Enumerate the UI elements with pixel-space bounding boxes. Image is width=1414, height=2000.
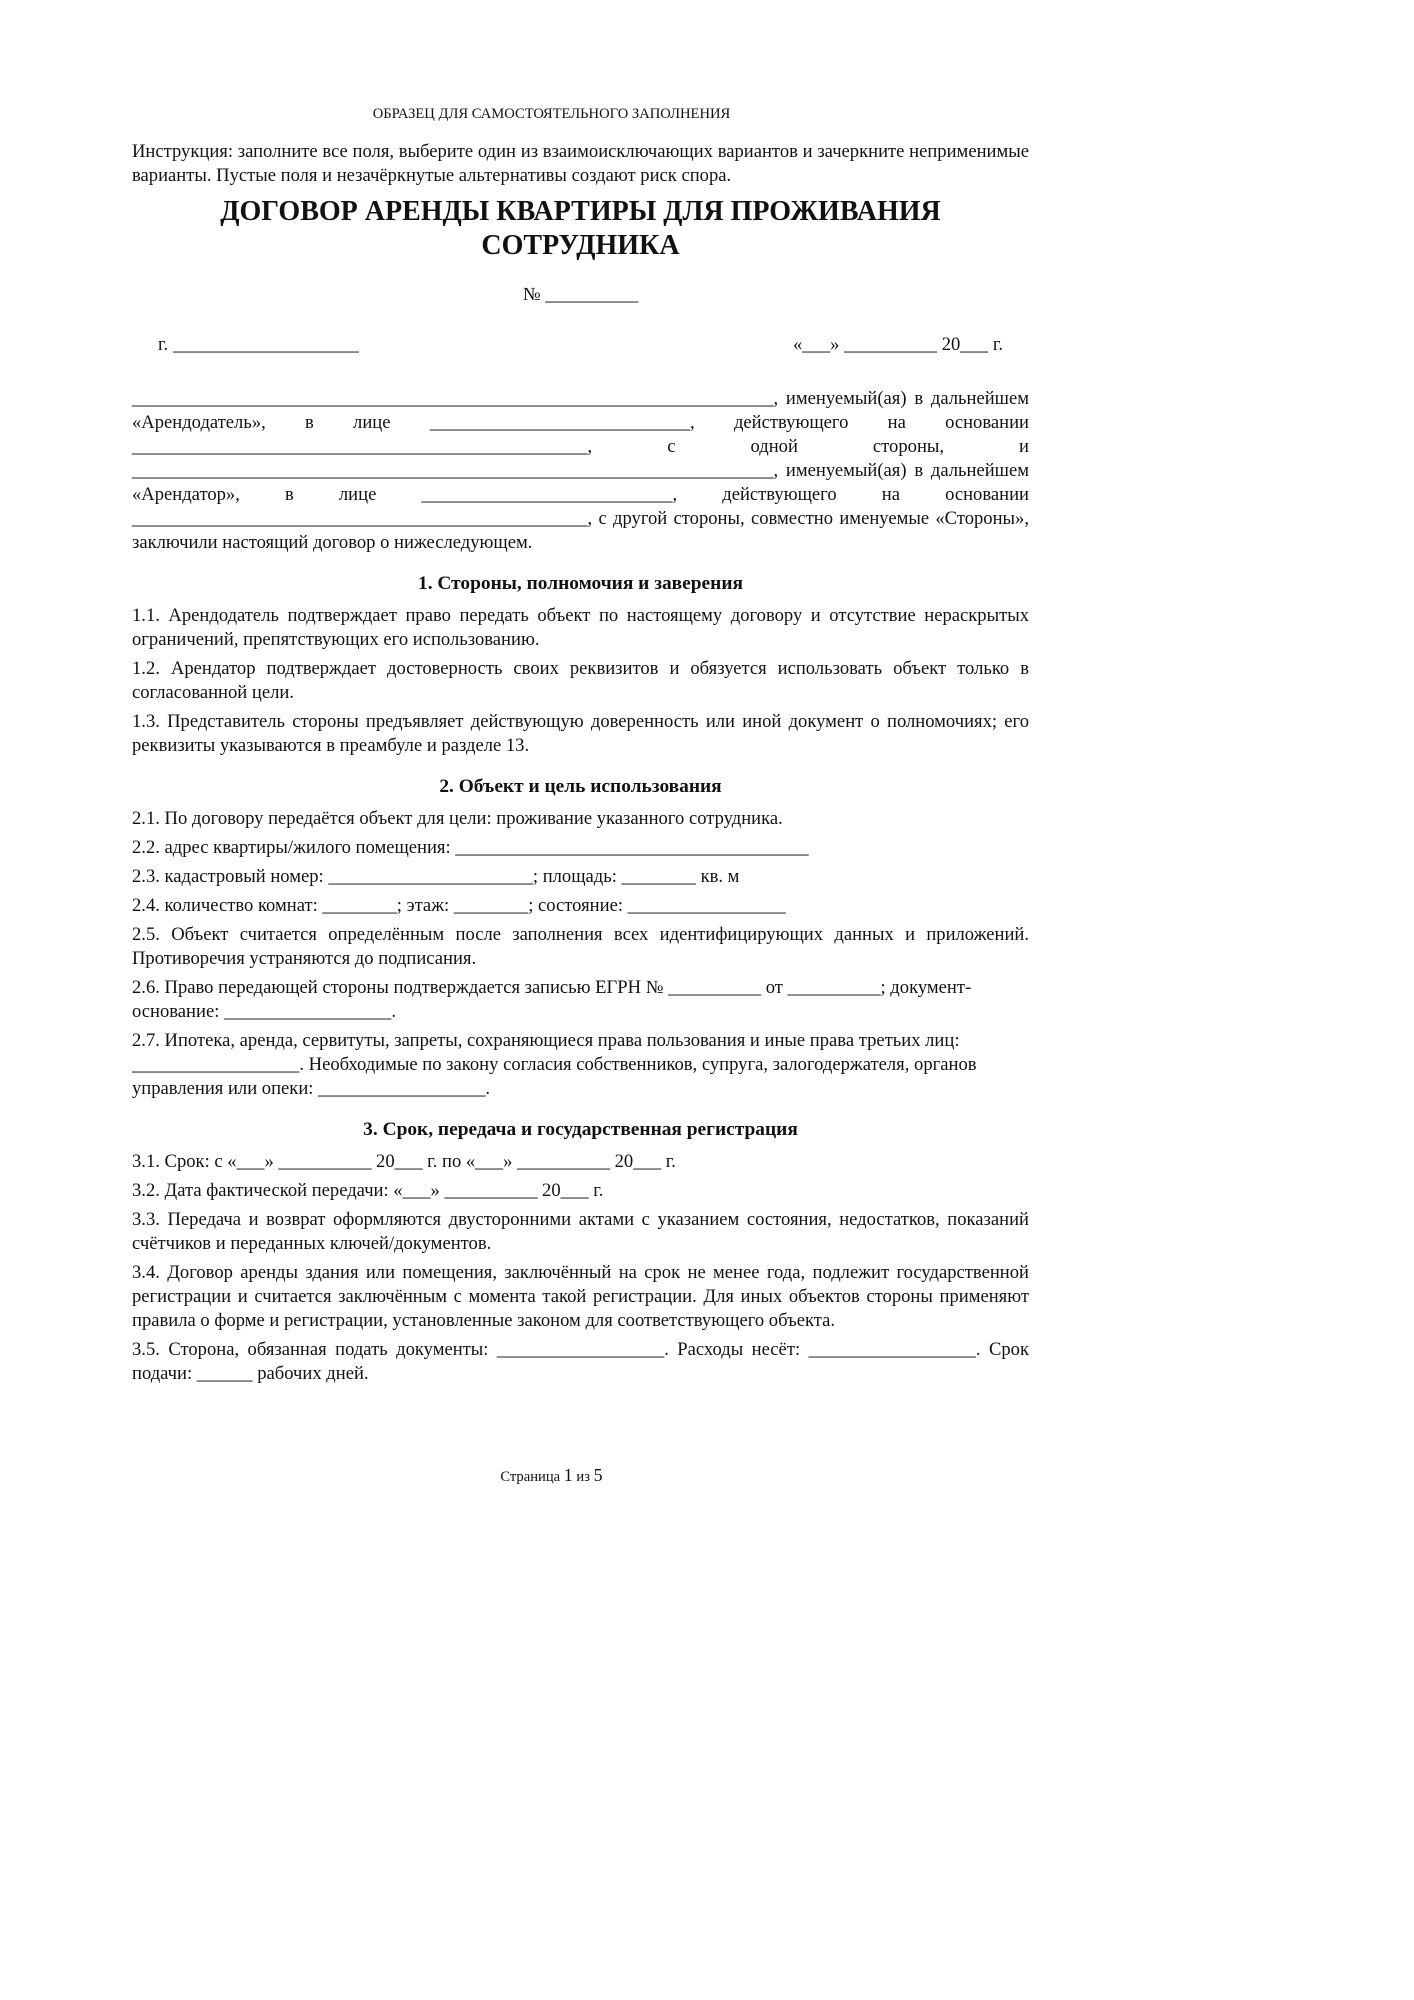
clause-3-4: 3.4. Договор аренды здания или помещения, заключённый на срок не менее года, подлежит государственной регистрации и считается заключённым с момента такой регистрации. Для иных объектов стороны применяют правила о форме и регистрации, установленные законом для соответствующего объекта. — [132, 1262, 1029, 1331]
section-2 — [132, 775, 1029, 1101]
clause-2-5: 2.5. Объект считается определённым после заполнения всех идентифицирующих данных и приложений. Противоречия устраняются до подписания. — [132, 924, 1029, 969]
page-footer — [0, 1465, 1103, 1487]
page-total: 5 — [593, 1465, 603, 1485]
section-title: 2. Объект и цель использования — [439, 776, 722, 797]
place-date-row — [158, 333, 1003, 357]
clause-2-1: 2.1. По договору передаётся объект для цели: проживание указанного сотрудника. — [132, 808, 783, 829]
clause-3-5: 3.5. Сторона, обязанная подать документы: __________________. Расходы несёт: __________________. Срок подачи: ______ рабочих дней. — [132, 1339, 1029, 1384]
page-of: из — [576, 1469, 590, 1485]
clause-3-1: 3.1. Срок: с «___» __________ 20___ г. по «___» __________ 20___ г. — [132, 1151, 676, 1172]
clause-2-4: 2.4. количество комнат: ________; этаж: ________; состояние: _________________ — [132, 895, 786, 916]
clause-1-2: 1.2. Арендатор подтверждает достоверность своих реквизитов и обязуется использовать объект только в согласованной цели. — [132, 658, 1029, 703]
clause-2-3: 2.3. кадастровый номер: ______________________; площадь: ________ кв. м — [132, 866, 740, 887]
instruction-text: Инструкция: заполните все поля, выберите один из взаимоисключающих вариантов и зачеркните неприменимые варианты. Пустые поля и незачёркнутые альтернативы создают риск спора. — [132, 141, 1029, 186]
section-title: 3. Срок, передача и государственная регистрация — [363, 1119, 798, 1140]
section-3 — [132, 1118, 1029, 1386]
clause-2-6: 2.6. Право передающей стороны подтверждается записью ЕГРН № __________ от __________; документ-основание: __________________. — [132, 977, 972, 1022]
clause-3-2: 3.2. Дата фактической передачи: «___» __________ 20___ г. — [132, 1180, 604, 1201]
date-field: «___» __________ 20___ г. — [792, 334, 1003, 355]
section-title: 1. Стороны, полномочия и заверения — [418, 573, 743, 594]
clause-2-2: 2.2. адрес квартиры/жилого помещения: ______________________________________ — [132, 837, 809, 858]
section-1 — [132, 572, 1029, 758]
page-current: 1 — [563, 1465, 573, 1485]
clause-3-3: 3.3. Передача и возврат оформляются двусторонними актами с указанием состояния, недостатков, показаний счётчиков и переданных ключей/документов. — [132, 1209, 1029, 1254]
preamble: _____________________________________________________________________, именуемый(ая) в дальнейшем «Арендодатель», в лице ____________________________, действующего на основании _________________________________________________, с одной стороны, и _____________________________________________________________________, именуемый(ая) в дальнейшем «Арендатор», в лице ___________________________, действующего на основании _________________________________________________, с другой стороны, совместно именуемые «Стороны», заключили настоящий договор о нижеследующем. — [132, 388, 1029, 553]
city-field: г. ____________________ — [158, 334, 359, 355]
document-number: № __________ — [522, 284, 639, 305]
clause-1-1: 1.1. Арендодатель подтверждает право передать объект по настоящему договору и отсутствие нераскрытых ограничений, препятствующих его использованию. — [132, 605, 1029, 650]
clause-2-7: 2.7. Ипотека, аренда, сервитуты, запреты, сохраняющиеся права пользования и иные права третьих лиц: __________________. Необходимые по закону согласия собственников, супруга, залогодержателя, органов управления или опеки: __________________. — [132, 1030, 977, 1099]
page-label: Страница — [500, 1469, 561, 1485]
title-line-1: ДОГОВОР АРЕНДЫ КВАРТИРЫ ДЛЯ ПРОЖИВАНИЯ — [220, 196, 941, 227]
document-body — [132, 140, 1029, 1391]
document-title — [132, 195, 1029, 263]
clause-1-3: 1.3. Представитель стороны предъявляет действующую доверенность или иной документ о полномочиях; его реквизиты указываются в преамбуле и разделе 13. — [132, 711, 1029, 756]
header-note: ОБРАЗЕЦ ДЛЯ САМОСТОЯТЕЛЬНОГО ЗАПОЛНЕНИЯ — [372, 106, 731, 122]
title-line-2: СОТРУДНИКА — [481, 230, 680, 261]
